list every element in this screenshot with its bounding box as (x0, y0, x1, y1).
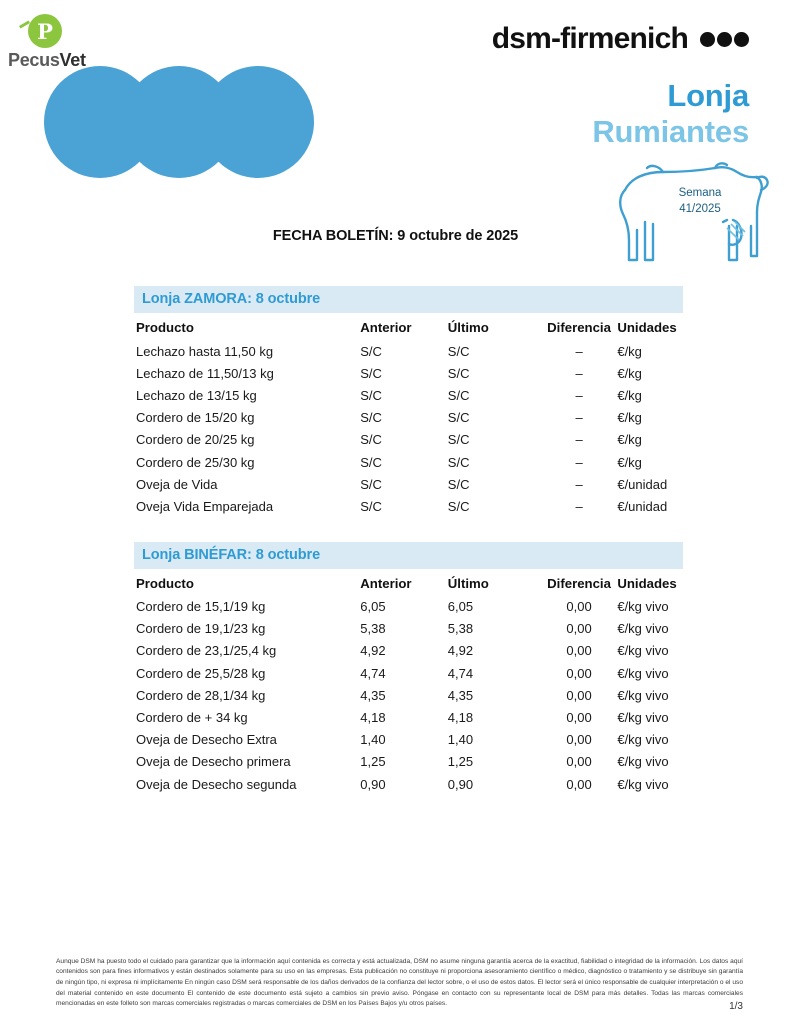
cell-diferencia: 0,00 (566, 643, 592, 659)
cell-ultimo: S/C (447, 454, 470, 470)
table-row (136, 618, 683, 640)
table-row (136, 451, 683, 473)
cell-diferencia: 0,00 (566, 710, 592, 726)
cell-unidades: €/kg vivo (617, 665, 669, 681)
column-header-producto: Producto (136, 320, 194, 335)
page-number: 1/3 (729, 1001, 743, 1012)
column-header-unidades: Unidades (617, 575, 677, 591)
cell-diferencia: – (575, 387, 583, 403)
cell-unidades: €/kg vivo (617, 732, 669, 748)
cell-anterior: 4,18 (360, 710, 386, 726)
table-row (136, 729, 683, 751)
page-title (492, 78, 749, 150)
cell-unidades: €/unidad (617, 498, 668, 514)
cell-anterior: S/C (360, 410, 382, 426)
cow-illustration (611, 160, 771, 270)
column-header-anterior: Anterior (360, 575, 412, 591)
legal-disclaimer: Aunque DSM ha puesto todo el cuidado para garantizar que la información aquí contenida es correcta y está actualizada, DSM no asume ninguna garantía acerca de la exactitud, fiabilidad o integridad de la información. Los datos aquí contenidos son para fines informativos y están destinados solamente para su uso en las empresas. Esta publicación no constituye ni proporciona asesoramiento científico o médico, diagnóstico o tratamiento y se distribuye sin garantía de ningún tipo, ni expresa ni implícitamente En ningún caso DSM será responsable de los daños derivados de la confianza del lector sobre, o el uso de estos datos. El lector será el único responsable de cualquier interpretación o el uso del material contenido en este documento El contenido de este documento está sujeto a cambios sin previo aviso. Póngase en contacto con su representante local de DSM para más detalles. Todas las marcas comerciales mencionadas en este folleto son marcas comerciales registradas o marcas comerciales de DSM en los Países Bajos y/u otros países. (56, 957, 743, 1008)
week-badge (663, 186, 737, 217)
cell-producto: Cordero de 15/20 kg (136, 410, 255, 426)
cell-producto: Oveja de Desecho Extra (136, 732, 277, 748)
cell-anterior: S/C (360, 343, 382, 359)
pecusvet-mark (6, 14, 92, 71)
column-header-diferencia: Diferencia (547, 575, 611, 591)
table-row (136, 473, 683, 495)
cell-producto: Cordero de + 34 kg (136, 710, 248, 726)
cell-unidades: €/kg (617, 432, 642, 448)
table-header-row (136, 313, 683, 340)
cell-unidades: €/kg (617, 387, 642, 403)
price-table-binefar (136, 569, 683, 796)
cell-diferencia: – (575, 498, 583, 514)
cell-ultimo: 4,74 (447, 665, 474, 681)
cell-anterior: 4,92 (360, 643, 386, 659)
cell-ultimo: S/C (447, 476, 470, 492)
cell-anterior: S/C (360, 432, 382, 448)
markets-container (0, 286, 791, 819)
cell-diferencia: – (575, 410, 583, 426)
cell-anterior: 6,05 (360, 599, 386, 615)
cell-producto: Cordero de 25/30 kg (136, 454, 255, 470)
cell-ultimo: S/C (447, 343, 470, 359)
table-row (136, 429, 683, 451)
cell-anterior: S/C (360, 365, 382, 381)
cell-ultimo: S/C (447, 498, 470, 514)
cell-producto: Lechazo de 11,50/13 kg (136, 365, 274, 381)
cell-producto: Oveja de Vida (136, 476, 218, 492)
cell-unidades: €/kg (617, 365, 642, 381)
table-header-row (136, 569, 683, 596)
table-row (136, 495, 683, 517)
market-title: Lonja ZAMORA: 8 octubre (134, 286, 683, 313)
cell-ultimo: S/C (447, 387, 470, 403)
cell-anterior: S/C (360, 387, 382, 403)
table-row (136, 706, 683, 728)
table-row (136, 362, 683, 384)
cell-ultimo: 1,25 (447, 754, 474, 770)
cell-diferencia: – (575, 432, 583, 448)
cell-ultimo: S/C (447, 365, 470, 381)
cell-ultimo: 5,38 (447, 621, 474, 637)
cell-diferencia: 0,00 (566, 621, 592, 637)
cell-unidades: €/kg vivo (617, 643, 669, 659)
table-row (136, 662, 683, 684)
table-row (136, 407, 683, 429)
cell-anterior: S/C (360, 498, 382, 514)
cell-anterior: 0,90 (360, 776, 386, 792)
week-badge-line2: 41/2025 (679, 202, 721, 215)
bulletin-date: FECHA BOLETÍN: 9 octubre de 2025 (272, 228, 519, 244)
cell-ultimo: 4,35 (447, 687, 474, 703)
market-title: Lonja BINÉFAR: 8 octubre (134, 542, 683, 569)
cell-anterior: 4,74 (360, 665, 386, 681)
cell-anterior: 1,25 (360, 754, 386, 770)
cell-unidades: €/unidad (617, 476, 668, 492)
cell-unidades: €/kg vivo (617, 754, 669, 770)
table-row (136, 751, 683, 773)
pecusvet-logo (6, 14, 306, 71)
cell-anterior: 4,35 (360, 687, 386, 703)
cell-producto: Cordero de 25,5/28 kg (136, 665, 266, 681)
cell-diferencia: 0,00 (566, 776, 592, 792)
cell-diferencia: – (575, 476, 583, 492)
column-header-unidades: Unidades (617, 320, 677, 335)
cell-ultimo: 4,18 (447, 710, 474, 726)
cell-unidades: €/kg (617, 454, 642, 470)
cell-ultimo: S/C (447, 432, 470, 448)
week-badge-line1: Semana (678, 187, 722, 199)
page-title-main: Lonja (667, 78, 749, 113)
cell-ultimo: 1,40 (447, 732, 474, 748)
column-header-anterior: Anterior (360, 320, 412, 335)
cell-producto: Cordero de 28,1/34 kg (136, 687, 266, 703)
cell-unidades: €/kg vivo (617, 776, 669, 792)
table-row (136, 640, 683, 662)
market-section-binefar (136, 542, 683, 796)
cell-ultimo: S/C (447, 410, 470, 426)
table-row (136, 596, 683, 618)
pecusvet-word-pecus: Pecus (8, 50, 60, 70)
cell-diferencia: 0,00 (566, 687, 592, 703)
cell-unidades: €/kg vivo (617, 710, 669, 726)
cell-producto: Cordero de 19,1/23 kg (136, 621, 266, 637)
cell-diferencia: – (575, 343, 583, 359)
table-row (136, 773, 683, 795)
cell-ultimo: 0,90 (447, 776, 474, 792)
cell-unidades: €/kg vivo (617, 621, 669, 637)
cell-diferencia: – (575, 454, 583, 470)
cell-diferencia: 0,00 (566, 599, 592, 615)
table-row (136, 340, 683, 362)
price-table-zamora (136, 313, 683, 518)
table-row (136, 384, 683, 406)
page-header (0, 0, 791, 280)
cell-unidades: €/kg vivo (617, 687, 669, 703)
cell-unidades: €/kg (617, 410, 642, 426)
three-circles-graphic (44, 66, 314, 178)
column-header-producto: Producto (136, 575, 194, 591)
table-row (136, 684, 683, 706)
column-header-ultimo: Último (447, 320, 489, 335)
cell-producto: Oveja de Desecho segunda (136, 776, 297, 792)
cell-producto: Cordero de 23,1/25,4 kg (136, 643, 277, 659)
market-section-zamora (136, 286, 683, 518)
cell-diferencia: 0,00 (566, 754, 592, 770)
page-title-sub: Rumiantes (592, 113, 749, 149)
cell-producto: Oveja Vida Emparejada (136, 498, 274, 514)
cell-anterior: 1,40 (360, 732, 386, 748)
cell-diferencia: – (575, 365, 583, 381)
cell-ultimo: 6,05 (447, 599, 474, 615)
brand-block (492, 22, 749, 150)
cell-unidades: €/kg (617, 343, 642, 359)
pecusvet-word-vet: Vet (59, 50, 86, 70)
cell-diferencia: 0,00 (566, 665, 592, 681)
cell-producto: Cordero de 15,1/19 kg (136, 599, 266, 615)
column-header-diferencia: Diferencia (547, 320, 611, 335)
dsm-dots-icon (700, 32, 749, 47)
pecusvet-badge-icon (28, 14, 62, 48)
cell-producto: Lechazo hasta 11,50 kg (136, 343, 274, 359)
cell-diferencia: 0,00 (566, 732, 592, 748)
cell-unidades: €/kg vivo (617, 599, 669, 615)
cell-anterior: 5,38 (360, 621, 386, 637)
cell-anterior: S/C (360, 454, 382, 470)
column-header-ultimo: Último (447, 575, 489, 591)
cell-producto: Lechazo de 13/15 kg (136, 387, 257, 403)
cell-ultimo: 4,92 (447, 643, 474, 659)
cell-anterior: S/C (360, 476, 382, 492)
dsm-wordmark: dsm-firmenich (491, 22, 688, 55)
dsm-firmenich-logo (492, 22, 749, 56)
page-footer (0, 957, 791, 1010)
cell-producto: Oveja de Desecho primera (136, 754, 291, 770)
cell-producto: Cordero de 20/25 kg (136, 432, 255, 448)
